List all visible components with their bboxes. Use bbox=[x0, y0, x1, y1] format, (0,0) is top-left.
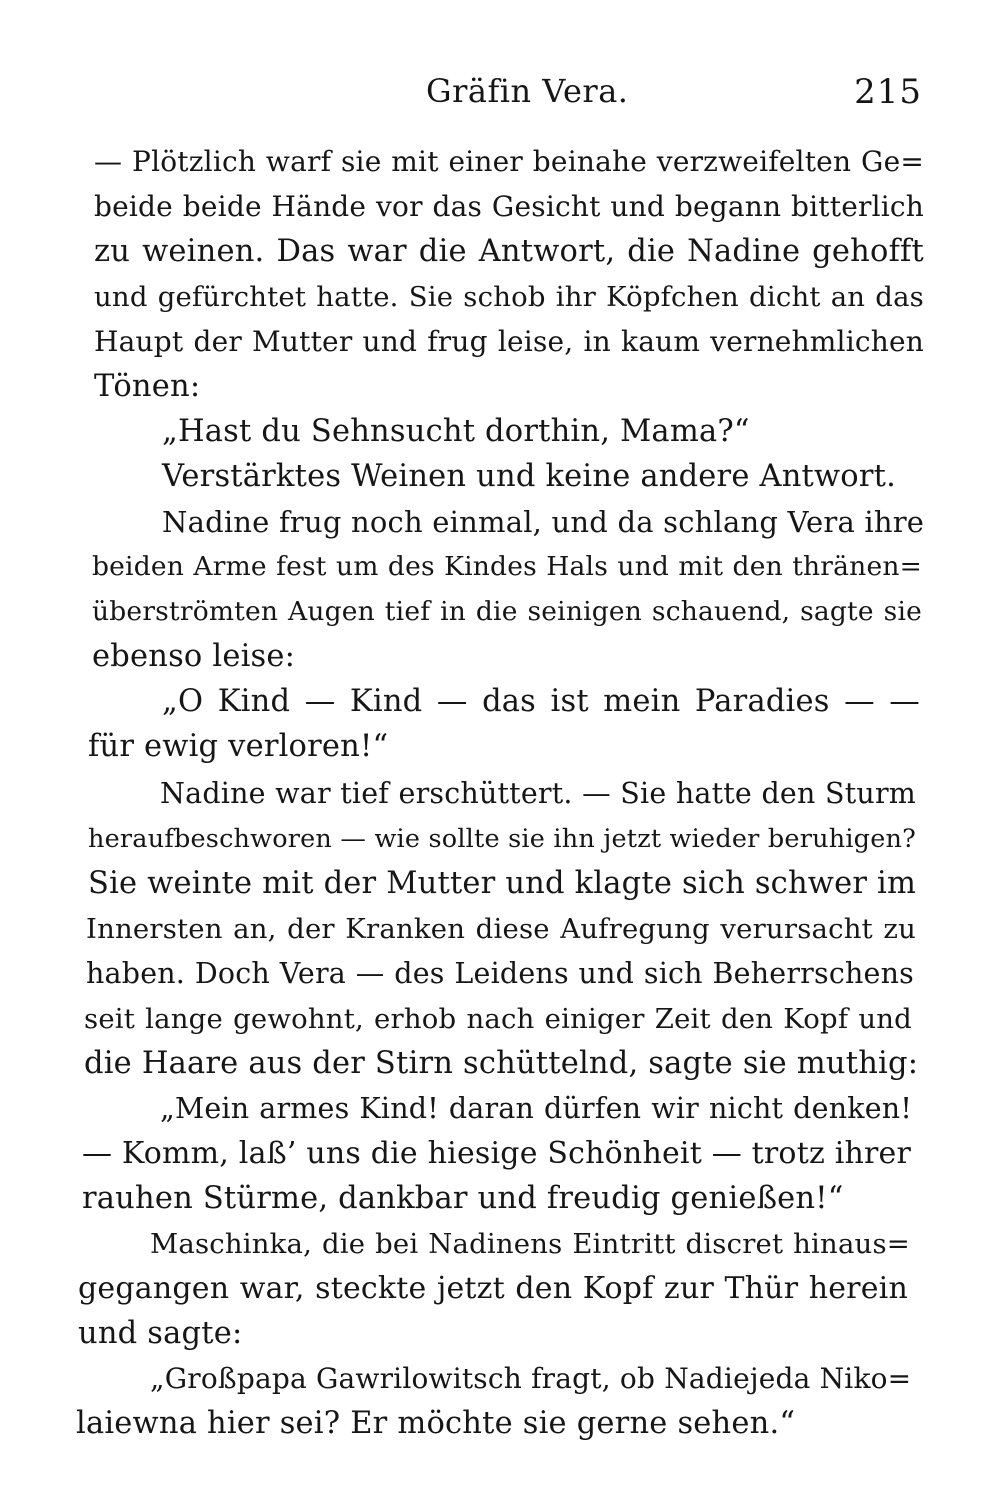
page-number: 215 bbox=[854, 72, 922, 112]
text-line: die Haare aus der Stirn schüttelnd, sagte sie muthig: bbox=[84, 1046, 919, 1081]
text-line: ebenso leise: bbox=[92, 639, 296, 674]
text-line: Innersten an, der Kranken diese Aufregung verursacht zu bbox=[86, 913, 916, 945]
text-line: beiden Arme fest um des Kindes Hals und mit den thränen= bbox=[92, 551, 922, 582]
text-line: „O Kind — Kind — das ist mein Paradies — — bbox=[162, 684, 920, 719]
text-line: Nadine frug noch einmal, und da schlang Vera ihre bbox=[162, 505, 925, 539]
running-title: Gräfin Vera. bbox=[426, 72, 629, 110]
text-line: laiewna hier sei? Er möchte sie gerne sehen.“ bbox=[76, 1406, 796, 1441]
text-line: heraufbeschworen — wie sollte sie ihn jetzt wieder beruhigen? bbox=[88, 824, 916, 854]
text-line: überströmten Augen tief in die seinigen schauend, sagte sie bbox=[92, 596, 922, 627]
text-line: Verstärktes Weinen und keine andere Antwort. bbox=[162, 459, 896, 494]
text-line: — Plötzlich warf sie mit einer beinahe verzweifelten Ge= bbox=[94, 145, 924, 178]
text-line: Sie weinte mit der Mutter und klagte sich schwer im bbox=[88, 866, 917, 901]
text-line: für ewig verloren!“ bbox=[88, 729, 389, 764]
text-line: Maschinka, die bei Nadinens Eintritt discret hinaus= bbox=[150, 1228, 910, 1260]
text-line: Nadine war tief erschüttert. — Sie hatte den Sturm bbox=[160, 777, 916, 810]
text-line: zu weinen. Das war die Antwort, die Nadine gehofft bbox=[94, 234, 924, 269]
text-line: „Mein armes Kind! daran dürfen wir nicht denken! bbox=[160, 1092, 912, 1125]
text-line: Haupt der Mutter und frug leise, in kaum vernehmlichen bbox=[94, 325, 924, 358]
text-line: und gefürchtet hatte. Sie schob ihr Köpfchen dicht an das bbox=[94, 281, 924, 313]
text-line: und sagte: bbox=[78, 1316, 243, 1351]
text-line: Tönen: bbox=[94, 369, 201, 404]
text-line: „Hast du Sehnsucht dorthin, Mama?“ bbox=[162, 414, 750, 449]
text-line: haben. Doch Vera — des Leidens und sich Beherrschens bbox=[86, 957, 914, 990]
text-line: beide beide Hände vor das Gesicht und begann bitterlich bbox=[94, 190, 924, 223]
text-line: — Komm, laß’ uns die hiesige Schönheit — trotz ihrer bbox=[82, 1136, 912, 1171]
text-line: gegangen war, steckte jetzt den Kopf zur Thür herein bbox=[78, 1271, 908, 1306]
text-line: „Großpapa Gawrilowitsch fragt, ob Nadiejeda Niko= bbox=[150, 1362, 912, 1395]
text-line: seit lange gewohnt, erhob nach einiger Zeit den Kopf und bbox=[84, 1003, 912, 1035]
text-line: rauhen Stürme, dankbar und freudig genießen!“ bbox=[82, 1181, 844, 1216]
